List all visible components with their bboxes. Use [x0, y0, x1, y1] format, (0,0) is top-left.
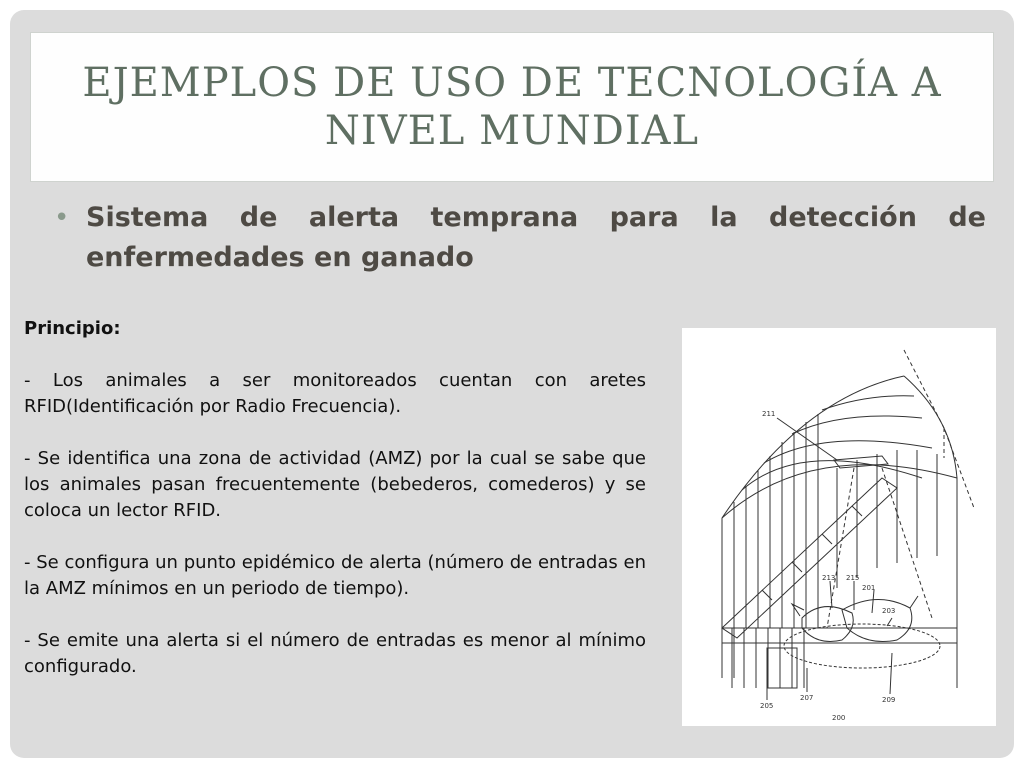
body-text [24, 316, 646, 706]
paragraph-amz: - Se identifica una zona de actividad (AMZ) por la cual se sabe que los animales pasan frecuentemente (bebederos, comederos) y se coloca un lector RFID. [24, 448, 646, 521]
figure-label-213: 213 [822, 574, 836, 582]
paragraph-rfid: - Los animales a ser monitoreados cuentan con aretes RFID(Identificación por Radio Frecuencia). [24, 370, 646, 417]
paragraph-epidemic-point: - Se configura un punto epidémico de alerta (número de entradas en la AMZ mínimos en un periodo de tiempo). [24, 552, 646, 599]
principle-heading: Principio: [24, 318, 121, 339]
bullet-text: Sistema de alerta temprana para la detección de enfermedades en ganado [86, 202, 986, 273]
figure-label-203: 203 [882, 607, 896, 615]
figure-label-200: 200 [832, 714, 846, 722]
paragraph-alert: - Se emite una alerta si el número de entradas es menor al mínimo configurado. [24, 630, 646, 677]
figure-label-211: 211 [762, 410, 776, 418]
barn-diagram [682, 328, 996, 726]
bullet-item [54, 198, 986, 278]
bullet-icon: • [54, 203, 70, 233]
figure-label-207: 207 [800, 694, 814, 702]
slide [10, 10, 1014, 758]
figure-label-215: 215 [846, 574, 860, 582]
figure-label-209: 209 [882, 696, 896, 704]
figure-label-205: 205 [760, 702, 774, 710]
slide-title: EJEMPLOS DE USO DE TECNOLOGÍA A NIVEL MUNDIAL [82, 60, 942, 154]
title-box [30, 32, 994, 182]
figure-label-201: 201 [862, 584, 876, 592]
patent-figure [682, 328, 996, 726]
